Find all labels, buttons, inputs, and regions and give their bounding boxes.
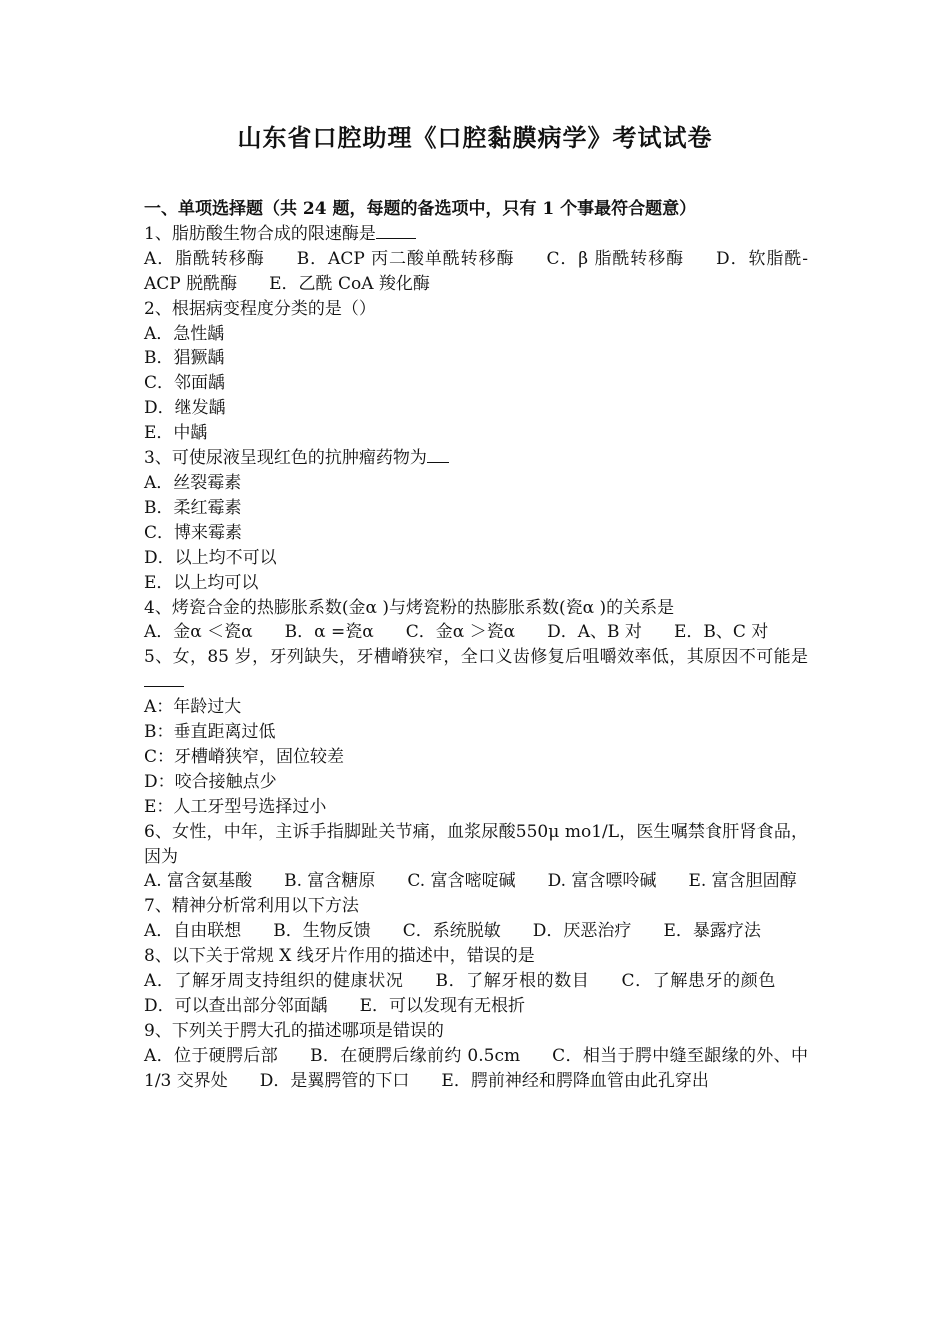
option-e: E．以上均可以	[144, 572, 259, 593]
option-e: E．中龋	[144, 423, 208, 444]
option-c: C．邻面龋	[144, 373, 226, 394]
option-d: D．厌恶治疗	[532, 921, 632, 942]
answer-blank	[376, 222, 416, 239]
document-title: 山东省口腔助理《口腔黏膜病学》考试试卷	[237, 123, 713, 152]
option-e: E．乙酰 CoA 羧化酶	[269, 273, 430, 294]
answer-blank	[144, 670, 184, 687]
option-c: C．博来霉素	[144, 522, 243, 543]
option-b: B．ACP 丙二酸单酰转移酶	[296, 248, 515, 269]
option-e: E．可以发现有无根折	[359, 996, 526, 1016]
option-c: C．β 脂酰转移酶	[546, 248, 685, 269]
option-c: C．系统脱敏	[402, 921, 501, 942]
option-e: E. 富含胆固醇	[688, 871, 797, 892]
option-c: C. 富含嘧啶碱	[407, 871, 516, 892]
option-d: D：咬合接触点少	[144, 771, 277, 792]
option-d: D．A、B 对	[547, 622, 642, 643]
question-4-stem: 4、烤瓷合金的热膨胀系数(金α )与烤瓷粉的热膨胀系数(瓷α )的关系是	[144, 597, 675, 618]
option-b: B．柔红霉素	[144, 497, 242, 518]
option-c: C：牙槽嵴狭窄，固位较差	[144, 746, 345, 767]
question-7-stem: 7、精神分析常利用以下方法	[144, 896, 359, 917]
option-c: C．金α ＞瓷α	[405, 622, 516, 643]
question-2-stem: 2、根据病变程度分类的是（）	[144, 298, 376, 319]
option-e: E．暴露疗法	[663, 921, 761, 942]
option-b: B．猖獗龋	[144, 348, 225, 369]
option-b: B. 富含糖原	[284, 871, 376, 892]
option-b: B：垂直距离过低	[144, 722, 276, 743]
answer-blank	[427, 446, 449, 463]
option-a: A．位于硬腭后部	[144, 1045, 279, 1066]
option-a: A．了解牙周支持组织的健康状况	[144, 971, 404, 992]
option-d: D．是翼腭管的下口	[259, 1070, 410, 1091]
option-a: A：年龄过大	[144, 697, 242, 718]
question-5-stem: 5、女，85 岁，牙列缺失，牙槽嵴狭窄，全口义齿修复后咀嚼效率低，其原因不可能是	[144, 645, 808, 695]
option-d: D．软脂酰-ACP 脱酰酶	[144, 248, 809, 294]
question-6-stem: 6、女性，中年，主诉手指脚趾关节痛，血浆尿酸550μ mo1/L，医生嘱禁食肝肾食品，因为	[144, 821, 808, 867]
question-7-options	[144, 919, 808, 944]
option-a: A．金α ＜瓷α	[144, 622, 253, 643]
option-a: A．丝裂霉素	[144, 472, 242, 493]
option-a: A．自由联想	[144, 921, 242, 942]
question-6-options	[144, 869, 808, 894]
section-heading: 一、单项选择题（共 24 题，每题的备选项中，只有 1 个事最符合题意）	[144, 199, 697, 219]
option-a: A．脂酰转移酶	[144, 248, 265, 269]
option-b: B．了解牙根的数目	[435, 971, 590, 992]
option-d: D．继发龋	[144, 398, 226, 419]
option-e: E．B、C 对	[673, 622, 769, 643]
option-a: A. 富含氨基酸	[144, 871, 253, 892]
option-c: C．了解患牙的颜色	[621, 971, 777, 992]
question-list	[144, 197, 808, 1094]
option-a: A．急性龋	[144, 323, 225, 344]
option-d: D．以上均不可以	[144, 547, 277, 568]
option-c: C．相当于腭中缝至龈缘的外、中 1/3 交界处	[144, 1045, 808, 1091]
question-8-options	[144, 969, 808, 1019]
question-8-stem: 8、以下关于常规 X 线牙片作用的描述中，错误的是	[144, 946, 535, 967]
option-b: B．α =瓷α	[284, 622, 374, 643]
question-9-stem: 9、下列关于腭大孔的描述哪项是错误的	[144, 1020, 444, 1041]
option-e: E．腭前神经和腭降血管由此孔穿出	[441, 1070, 709, 1091]
option-b: B．在硬腭后缘前约 0.5cm	[310, 1045, 521, 1066]
question-1-options	[144, 247, 808, 297]
option-b: B．生物反馈	[273, 921, 371, 942]
option-d: D．可以查出部分邻面龋	[144, 996, 328, 1016]
question-1-stem: 1、脂肪酸生物合成的限速酶是	[144, 222, 808, 247]
option-e: E：人工牙型号选择过小	[144, 796, 327, 817]
question-3-stem: 3、可使尿液呈现红色的抗肿瘤药物为	[144, 446, 808, 471]
option-d: D. 富含嘌呤碱	[547, 871, 657, 892]
question-9-options	[144, 1044, 808, 1094]
question-4-options	[144, 620, 808, 645]
